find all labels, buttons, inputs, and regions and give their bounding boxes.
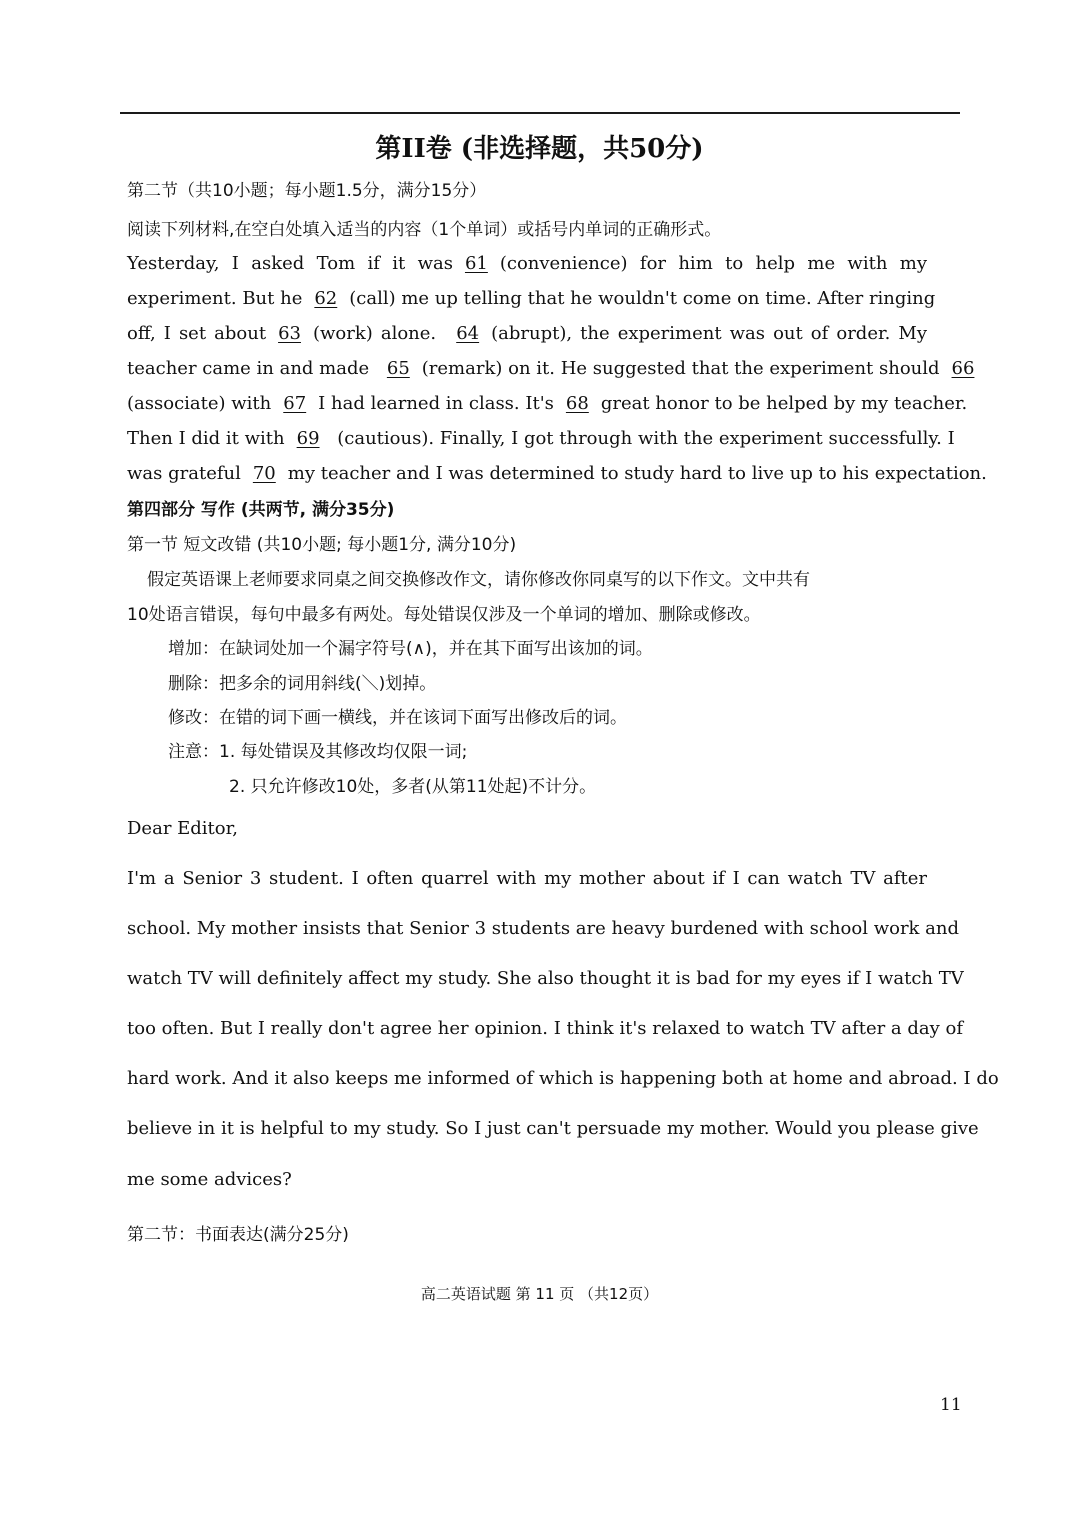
answer-blank: 70 xyxy=(252,463,276,484)
grammar-line xyxy=(127,288,936,309)
note-2: 2. 只允许修改10处，多者(从第11处起)不计分。 xyxy=(229,777,597,797)
passage-text: Then I did it with xyxy=(127,428,285,449)
grammar-line xyxy=(127,323,927,344)
answer-blank: 69 xyxy=(296,428,320,449)
answer-blank: 65 xyxy=(386,358,410,379)
passage-text: Yesterday, I asked Tom if it was xyxy=(127,253,453,274)
grammar-line xyxy=(127,463,987,484)
passage-text: (remark) on it. He suggested that the experiment should xyxy=(421,358,940,379)
passage-text: great honor to be helped by my teacher. xyxy=(600,393,968,414)
passage-text: (associate) with xyxy=(127,393,272,414)
grammar-line xyxy=(127,428,955,449)
salutation: Dear Editor, xyxy=(127,818,238,839)
answer-blank: 64 xyxy=(456,323,480,344)
essay-line: hard work. And it also keeps me informed of which is happening both at home and abroad. I do xyxy=(127,1068,999,1089)
grammar-line xyxy=(127,358,975,379)
rule-modify: 修改：在错的词下画一横线，并在该词下面写出修改后的词。 xyxy=(168,708,627,728)
passage-text: (call) me up telling that he wouldn't come on time. After ringing xyxy=(349,288,936,309)
part-four-heading: 第四部分 写作 (共两节, 满分35分) xyxy=(127,500,395,520)
passage-text: teacher came in and made xyxy=(127,358,375,379)
note-1: 注意：1. 每处错误及其修改均仅限一词; xyxy=(168,742,468,762)
passage-text: (cautious). Finally, I got through with the experiment successfully. I xyxy=(331,428,955,449)
passage-text: experiment. But he xyxy=(127,288,303,309)
passage-text: (abrupt), the experiment was out of order. My xyxy=(491,323,927,344)
passage-text: (work) alone. xyxy=(312,323,445,344)
grammar-line xyxy=(127,253,927,274)
essay-line: too often. But I really don't agree her opinion. I think it's relaxed to watch TV after a day of xyxy=(127,1018,964,1039)
passage-text: was grateful xyxy=(127,463,241,484)
correction-intro-line1: 假定英语课上老师要求同桌之间交换修改作文，请你修改你同桌写的以下作文。文中共有 xyxy=(147,570,810,590)
essay-line: me some advices? xyxy=(127,1169,292,1190)
passage-text: my teacher and I was determined to study hard to live up to his expectation. xyxy=(287,463,987,484)
page-footer: 高二英语试题 第 11 页 （共12页） xyxy=(420,1285,659,1303)
rule-delete: 删除：把多余的词用斜线(＼)划掉。 xyxy=(168,674,437,694)
correction-heading: 第一节 短文改错 (共10小题; 每小题1分, 满分10分) xyxy=(127,535,517,555)
writing-heading: 第二节：书面表达(满分25分) xyxy=(127,1225,349,1245)
essay-line: believe in it is helpful to my study. So I just can't persuade my mother. Would you please give xyxy=(127,1118,979,1139)
page-number: 11 xyxy=(940,1395,962,1415)
section-instruction: 阅读下列材料,在空白处填入适当的内容（1个单词）或括号内单词的正确形式。 xyxy=(127,220,722,240)
paper-title: 第II卷 (非选择题，共50分) xyxy=(375,134,704,164)
answer-blank: 63 xyxy=(278,323,301,344)
answer-blank: 62 xyxy=(314,288,338,309)
correction-intro-line2: 10处语言错误，每句中最多有两处。每处错误仅涉及一个单词的增加、删除或修改。 xyxy=(127,605,761,625)
passage-text: I had learned in class. It's xyxy=(318,393,554,414)
answer-blank: 67 xyxy=(283,393,307,414)
top-rule xyxy=(120,112,960,114)
answer-blank: 68 xyxy=(565,393,589,414)
essay-line: watch TV will definitely affect my study. She also thought it is bad for my eyes if I watch TV xyxy=(127,968,964,989)
answer-blank: 66 xyxy=(951,358,975,379)
passage-text: off, I set about xyxy=(127,323,267,344)
section-heading: 第二节（共10小题；每小题1.5分，满分15分） xyxy=(127,181,487,201)
essay-line: I'm a Senior 3 student. I often quarrel with my mother about if I can watch TV after xyxy=(127,868,927,889)
passage-text: (convenience) for him to help me with my xyxy=(499,253,927,274)
essay-line: school. My mother insists that Senior 3 students are heavy burdened with school work and xyxy=(127,918,960,939)
grammar-line xyxy=(127,393,968,414)
rule-add: 增加：在缺词处加一个漏字符号(∧)，并在其下面写出该加的词。 xyxy=(168,639,653,659)
answer-blank: 61 xyxy=(464,253,488,274)
